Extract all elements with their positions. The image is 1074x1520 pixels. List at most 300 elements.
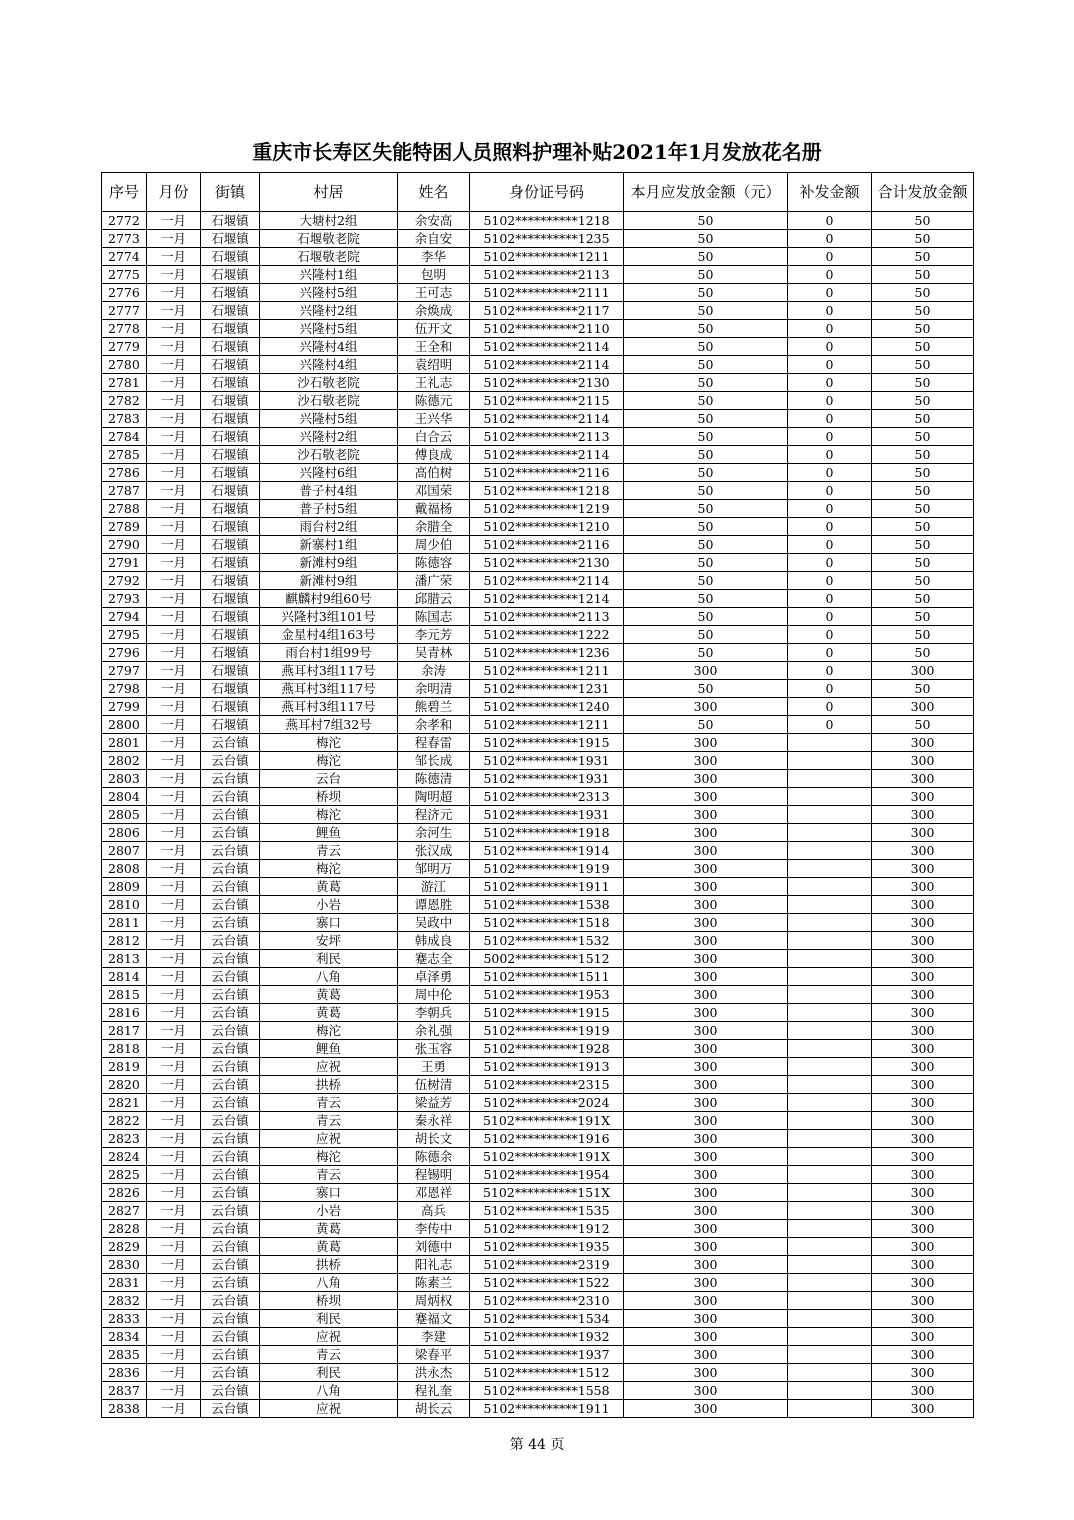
cell-total: 300 — [872, 1310, 974, 1328]
cell-seq: 2810 — [102, 896, 147, 914]
cell-id-number: 5102**********1211 — [470, 248, 624, 266]
cell-name: 洪永杰 — [398, 1364, 470, 1382]
cell-id-number: 5102**********1235 — [470, 230, 624, 248]
header-seq: 序号 — [102, 173, 147, 212]
cell-total: 50 — [872, 212, 974, 230]
header-back-pay: 补发金额 — [788, 173, 872, 212]
cell-total: 50 — [872, 338, 974, 356]
cell-seq: 2773 — [102, 230, 147, 248]
cell-back-pay — [788, 1022, 872, 1040]
cell-total: 50 — [872, 716, 974, 734]
cell-id-number: 5102**********2319 — [470, 1256, 624, 1274]
cell-town: 云台镇 — [201, 1238, 260, 1256]
cell-name: 周少伯 — [398, 536, 470, 554]
cell-back-pay — [788, 752, 872, 770]
cell-seq: 2774 — [102, 248, 147, 266]
cell-name: 陶明超 — [398, 788, 470, 806]
cell-town: 石堰镇 — [201, 680, 260, 698]
cell-back-pay — [788, 824, 872, 842]
cell-back-pay — [788, 1328, 872, 1346]
cell-monthly-amount: 50 — [624, 644, 788, 662]
cell-id-number: 5102**********1218 — [470, 482, 624, 500]
cell-monthly-amount: 50 — [624, 392, 788, 410]
table-row — [102, 680, 974, 698]
cell-month: 一月 — [147, 716, 201, 734]
cell-name: 余安高 — [398, 212, 470, 230]
cell-total: 300 — [872, 860, 974, 878]
cell-id-number: 5102**********2114 — [470, 410, 624, 428]
cell-town: 云台镇 — [201, 1328, 260, 1346]
cell-name: 蹇福文 — [398, 1310, 470, 1328]
cell-total: 50 — [872, 572, 974, 590]
cell-month: 一月 — [147, 986, 201, 1004]
cell-seq: 2838 — [102, 1400, 147, 1418]
table-row — [102, 1040, 974, 1058]
cell-id-number: 5102**********1231 — [470, 680, 624, 698]
cell-village: 利民 — [260, 950, 398, 968]
cell-monthly-amount: 300 — [624, 950, 788, 968]
table-row — [102, 1238, 974, 1256]
cell-total: 300 — [872, 1364, 974, 1382]
cell-total: 300 — [872, 1220, 974, 1238]
table-row — [102, 1148, 974, 1166]
table-row — [102, 446, 974, 464]
cell-town: 石堰镇 — [201, 518, 260, 536]
table-row — [102, 1004, 974, 1022]
cell-back-pay: 0 — [788, 500, 872, 518]
cell-town: 石堰镇 — [201, 212, 260, 230]
cell-village: 燕耳村3组117号 — [260, 662, 398, 680]
cell-name: 白合云 — [398, 428, 470, 446]
cell-month: 一月 — [147, 770, 201, 788]
cell-name: 阳礼志 — [398, 1256, 470, 1274]
cell-month: 一月 — [147, 1274, 201, 1292]
cell-monthly-amount: 300 — [624, 1274, 788, 1292]
cell-name: 邓国荣 — [398, 482, 470, 500]
table-row — [102, 752, 974, 770]
cell-back-pay: 0 — [788, 320, 872, 338]
cell-town: 石堰镇 — [201, 302, 260, 320]
cell-monthly-amount: 50 — [624, 446, 788, 464]
cell-total: 50 — [872, 320, 974, 338]
cell-total: 300 — [872, 698, 974, 716]
cell-name: 张玉容 — [398, 1040, 470, 1058]
cell-monthly-amount: 50 — [624, 428, 788, 446]
table-header — [102, 173, 974, 212]
cell-name: 余礼强 — [398, 1022, 470, 1040]
table-row — [102, 284, 974, 302]
cell-total: 300 — [872, 1076, 974, 1094]
cell-monthly-amount: 50 — [624, 410, 788, 428]
cell-monthly-amount: 300 — [624, 896, 788, 914]
cell-back-pay — [788, 950, 872, 968]
cell-town: 石堰镇 — [201, 572, 260, 590]
cell-village: 燕耳村7组32号 — [260, 716, 398, 734]
cell-total: 300 — [872, 1184, 974, 1202]
cell-name: 王勇 — [398, 1058, 470, 1076]
cell-monthly-amount: 50 — [624, 554, 788, 572]
cell-name: 程锡明 — [398, 1166, 470, 1184]
cell-total: 300 — [872, 752, 974, 770]
cell-name: 王可志 — [398, 284, 470, 302]
table-row — [102, 1346, 974, 1364]
cell-month: 一月 — [147, 1148, 201, 1166]
table-row — [102, 608, 974, 626]
cell-town: 石堰镇 — [201, 410, 260, 428]
table-row — [102, 428, 974, 446]
table-row — [102, 302, 974, 320]
cell-village: 燕耳村3组117号 — [260, 698, 398, 716]
cell-monthly-amount: 300 — [624, 1166, 788, 1184]
cell-village: 黄葛 — [260, 1220, 398, 1238]
cell-seq: 2787 — [102, 482, 147, 500]
table-row — [102, 1400, 974, 1418]
cell-name: 蹇志全 — [398, 950, 470, 968]
table-row — [102, 1076, 974, 1094]
table-row — [102, 374, 974, 392]
cell-back-pay — [788, 1148, 872, 1166]
cell-name: 李朝兵 — [398, 1004, 470, 1022]
cell-town: 云台镇 — [201, 1256, 260, 1274]
cell-month: 一月 — [147, 1076, 201, 1094]
table-row — [102, 1328, 974, 1346]
cell-id-number: 5102**********2117 — [470, 302, 624, 320]
table-row — [102, 860, 974, 878]
cell-id-number: 5102**********2130 — [470, 374, 624, 392]
cell-seq: 2797 — [102, 662, 147, 680]
header-name: 姓名 — [398, 173, 470, 212]
cell-monthly-amount: 300 — [624, 860, 788, 878]
cell-village: 青云 — [260, 1166, 398, 1184]
cell-monthly-amount: 50 — [624, 338, 788, 356]
table-row — [102, 1202, 974, 1220]
cell-month: 一月 — [147, 662, 201, 680]
cell-back-pay — [788, 1058, 872, 1076]
cell-monthly-amount: 300 — [624, 806, 788, 824]
cell-back-pay: 0 — [788, 590, 872, 608]
cell-id-number: 5102**********1931 — [470, 806, 624, 824]
cell-name: 邱腊云 — [398, 590, 470, 608]
cell-back-pay: 0 — [788, 446, 872, 464]
cell-monthly-amount: 300 — [624, 1400, 788, 1418]
cell-seq: 2832 — [102, 1292, 147, 1310]
cell-back-pay — [788, 734, 872, 752]
cell-total: 300 — [872, 1292, 974, 1310]
cell-name: 陈德清 — [398, 770, 470, 788]
cell-month: 一月 — [147, 1202, 201, 1220]
cell-name: 陈德元 — [398, 392, 470, 410]
cell-monthly-amount: 300 — [624, 1292, 788, 1310]
cell-month: 一月 — [147, 1220, 201, 1238]
cell-monthly-amount: 300 — [624, 734, 788, 752]
cell-town: 云台镇 — [201, 1094, 260, 1112]
cell-name: 胡长云 — [398, 1400, 470, 1418]
cell-monthly-amount: 300 — [624, 788, 788, 806]
cell-seq: 2780 — [102, 356, 147, 374]
cell-town: 云台镇 — [201, 950, 260, 968]
cell-id-number: 5102**********2114 — [470, 338, 624, 356]
cell-town: 云台镇 — [201, 824, 260, 842]
cell-name: 余明清 — [398, 680, 470, 698]
cell-village: 金星村4组163号 — [260, 626, 398, 644]
cell-town: 石堰镇 — [201, 392, 260, 410]
header-id-number: 身份证号码 — [470, 173, 624, 212]
cell-town: 云台镇 — [201, 1274, 260, 1292]
cell-id-number: 5102**********1911 — [470, 1400, 624, 1418]
cell-month: 一月 — [147, 1184, 201, 1202]
cell-town: 云台镇 — [201, 1346, 260, 1364]
cell-seq: 2811 — [102, 914, 147, 932]
table-row — [102, 788, 974, 806]
cell-village: 桥坝 — [260, 1292, 398, 1310]
cell-total: 50 — [872, 392, 974, 410]
cell-back-pay — [788, 1166, 872, 1184]
cell-village: 应祝 — [260, 1058, 398, 1076]
cell-month: 一月 — [147, 1130, 201, 1148]
table-row — [102, 1292, 974, 1310]
cell-name: 韩成良 — [398, 932, 470, 950]
cell-id-number: 5102**********2111 — [470, 284, 624, 302]
cell-total: 50 — [872, 482, 974, 500]
cell-monthly-amount: 50 — [624, 500, 788, 518]
cell-total: 50 — [872, 284, 974, 302]
cell-total: 50 — [872, 590, 974, 608]
cell-total: 300 — [872, 1346, 974, 1364]
cell-name: 余涛 — [398, 662, 470, 680]
cell-village: 兴隆村4组 — [260, 356, 398, 374]
cell-total: 300 — [872, 1058, 974, 1076]
cell-seq: 2827 — [102, 1202, 147, 1220]
cell-id-number: 5102**********1919 — [470, 1022, 624, 1040]
cell-village: 雨台村1组99号 — [260, 644, 398, 662]
cell-back-pay — [788, 770, 872, 788]
cell-id-number: 5102**********2116 — [470, 536, 624, 554]
cell-town: 云台镇 — [201, 932, 260, 950]
cell-month: 一月 — [147, 896, 201, 914]
cell-total: 300 — [872, 806, 974, 824]
table-row — [102, 770, 974, 788]
cell-seq: 2828 — [102, 1220, 147, 1238]
cell-monthly-amount: 300 — [624, 662, 788, 680]
cell-town: 石堰镇 — [201, 320, 260, 338]
cell-id-number: 5102**********1937 — [470, 1346, 624, 1364]
cell-monthly-amount: 50 — [624, 302, 788, 320]
cell-town: 云台镇 — [201, 1382, 260, 1400]
table-row — [102, 1094, 974, 1112]
cell-town: 云台镇 — [201, 1166, 260, 1184]
cell-month: 一月 — [147, 608, 201, 626]
cell-name: 熊碧兰 — [398, 698, 470, 716]
cell-back-pay: 0 — [788, 410, 872, 428]
cell-monthly-amount: 50 — [624, 626, 788, 644]
cell-total: 300 — [872, 662, 974, 680]
cell-town: 云台镇 — [201, 1130, 260, 1148]
cell-month: 一月 — [147, 680, 201, 698]
cell-seq: 2835 — [102, 1346, 147, 1364]
cell-village: 青云 — [260, 842, 398, 860]
cell-total: 50 — [872, 644, 974, 662]
cell-monthly-amount: 50 — [624, 356, 788, 374]
cell-village: 石堰敬老院 — [260, 248, 398, 266]
cell-name: 程春雷 — [398, 734, 470, 752]
cell-town: 石堰镇 — [201, 662, 260, 680]
cell-seq: 2837 — [102, 1382, 147, 1400]
cell-town: 云台镇 — [201, 752, 260, 770]
cell-village: 利民 — [260, 1364, 398, 1382]
cell-village: 八角 — [260, 968, 398, 986]
cell-total: 300 — [872, 1400, 974, 1418]
table-row — [102, 644, 974, 662]
cell-seq: 2782 — [102, 392, 147, 410]
cell-seq: 2819 — [102, 1058, 147, 1076]
cell-name: 吴政中 — [398, 914, 470, 932]
cell-village: 黄葛 — [260, 986, 398, 1004]
cell-town: 石堰镇 — [201, 590, 260, 608]
cell-month: 一月 — [147, 1058, 201, 1076]
cell-seq: 2830 — [102, 1256, 147, 1274]
cell-id-number: 5102**********2114 — [470, 446, 624, 464]
cell-total: 50 — [872, 608, 974, 626]
cell-village: 黄葛 — [260, 878, 398, 896]
cell-seq: 2826 — [102, 1184, 147, 1202]
table-row — [102, 536, 974, 554]
cell-village: 青云 — [260, 1112, 398, 1130]
cell-village: 梅沱 — [260, 1148, 398, 1166]
cell-month: 一月 — [147, 392, 201, 410]
cell-total: 300 — [872, 1166, 974, 1184]
cell-total: 300 — [872, 1274, 974, 1292]
cell-month: 一月 — [147, 428, 201, 446]
table-row — [102, 1382, 974, 1400]
cell-back-pay: 0 — [788, 284, 872, 302]
cell-back-pay — [788, 1256, 872, 1274]
cell-town: 云台镇 — [201, 1184, 260, 1202]
table-row — [102, 932, 974, 950]
cell-month: 一月 — [147, 1292, 201, 1310]
cell-month: 一月 — [147, 266, 201, 284]
cell-back-pay — [788, 806, 872, 824]
cell-month: 一月 — [147, 410, 201, 428]
cell-town: 石堰镇 — [201, 536, 260, 554]
cell-id-number: 5102**********1911 — [470, 878, 624, 896]
cell-village: 雨台村2组 — [260, 518, 398, 536]
cell-village: 普子村5组 — [260, 500, 398, 518]
cell-total: 300 — [872, 734, 974, 752]
cell-total: 300 — [872, 1148, 974, 1166]
cell-seq: 2785 — [102, 446, 147, 464]
cell-monthly-amount: 50 — [624, 716, 788, 734]
cell-monthly-amount: 300 — [624, 1094, 788, 1112]
cell-id-number: 5102**********2313 — [470, 788, 624, 806]
cell-name: 高伯树 — [398, 464, 470, 482]
cell-seq: 2822 — [102, 1112, 147, 1130]
cell-village: 小岩 — [260, 1202, 398, 1220]
cell-back-pay: 0 — [788, 644, 872, 662]
header-town: 街镇 — [201, 173, 260, 212]
cell-town: 云台镇 — [201, 860, 260, 878]
cell-total: 50 — [872, 680, 974, 698]
cell-village: 桥坝 — [260, 788, 398, 806]
cell-town: 石堰镇 — [201, 626, 260, 644]
header-village: 村居 — [260, 173, 398, 212]
cell-total: 300 — [872, 1040, 974, 1058]
table-row — [102, 1310, 974, 1328]
cell-town: 石堰镇 — [201, 230, 260, 248]
table-row — [102, 1112, 974, 1130]
cell-village: 新滩村9组 — [260, 572, 398, 590]
cell-back-pay — [788, 1202, 872, 1220]
cell-id-number: 5102**********2113 — [470, 608, 624, 626]
cell-name: 周中伦 — [398, 986, 470, 1004]
cell-month: 一月 — [147, 626, 201, 644]
cell-month: 一月 — [147, 374, 201, 392]
cell-month: 一月 — [147, 212, 201, 230]
cell-id-number: 5102**********2114 — [470, 572, 624, 590]
cell-total: 300 — [872, 878, 974, 896]
cell-total: 300 — [872, 1238, 974, 1256]
cell-month: 一月 — [147, 482, 201, 500]
table-row — [102, 914, 974, 932]
cell-total: 300 — [872, 986, 974, 1004]
cell-id-number: 5102**********1534 — [470, 1310, 624, 1328]
table-row — [102, 392, 974, 410]
cell-id-number: 5102**********1211 — [470, 662, 624, 680]
cell-month: 一月 — [147, 752, 201, 770]
cell-total: 300 — [872, 1004, 974, 1022]
cell-id-number: 5102**********2113 — [470, 428, 624, 446]
cell-id-number: 5102**********1538 — [470, 896, 624, 914]
cell-monthly-amount: 300 — [624, 1184, 788, 1202]
cell-back-pay — [788, 1382, 872, 1400]
cell-total: 50 — [872, 248, 974, 266]
cell-id-number: 5102**********1240 — [470, 698, 624, 716]
cell-town: 云台镇 — [201, 1400, 260, 1418]
table-row — [102, 230, 974, 248]
cell-id-number: 5102**********1915 — [470, 734, 624, 752]
table-row — [102, 320, 974, 338]
cell-seq: 2824 — [102, 1148, 147, 1166]
cell-town: 云台镇 — [201, 968, 260, 986]
cell-monthly-amount: 50 — [624, 572, 788, 590]
cell-month: 一月 — [147, 1022, 201, 1040]
cell-id-number: 5102**********191X — [470, 1148, 624, 1166]
cell-village: 沙石敬老院 — [260, 392, 398, 410]
cell-monthly-amount: 50 — [624, 482, 788, 500]
cell-monthly-amount: 300 — [624, 1256, 788, 1274]
cell-name: 卓泽勇 — [398, 968, 470, 986]
cell-monthly-amount: 300 — [624, 770, 788, 788]
cell-monthly-amount: 50 — [624, 608, 788, 626]
table-body — [102, 212, 974, 1418]
cell-village: 大塘村2组 — [260, 212, 398, 230]
cell-id-number: 5102**********1915 — [470, 1004, 624, 1022]
table-row — [102, 1220, 974, 1238]
cell-seq: 2801 — [102, 734, 147, 752]
cell-monthly-amount: 50 — [624, 230, 788, 248]
cell-name: 谭恩胜 — [398, 896, 470, 914]
cell-seq: 2807 — [102, 842, 147, 860]
cell-back-pay — [788, 1310, 872, 1328]
cell-id-number: 5102**********2310 — [470, 1292, 624, 1310]
cell-name: 伍树清 — [398, 1076, 470, 1094]
cell-name: 梁益芳 — [398, 1094, 470, 1112]
cell-back-pay — [788, 914, 872, 932]
cell-back-pay — [788, 860, 872, 878]
cell-month: 一月 — [147, 968, 201, 986]
cell-month: 一月 — [147, 806, 201, 824]
cell-seq: 2808 — [102, 860, 147, 878]
cell-town: 石堰镇 — [201, 500, 260, 518]
